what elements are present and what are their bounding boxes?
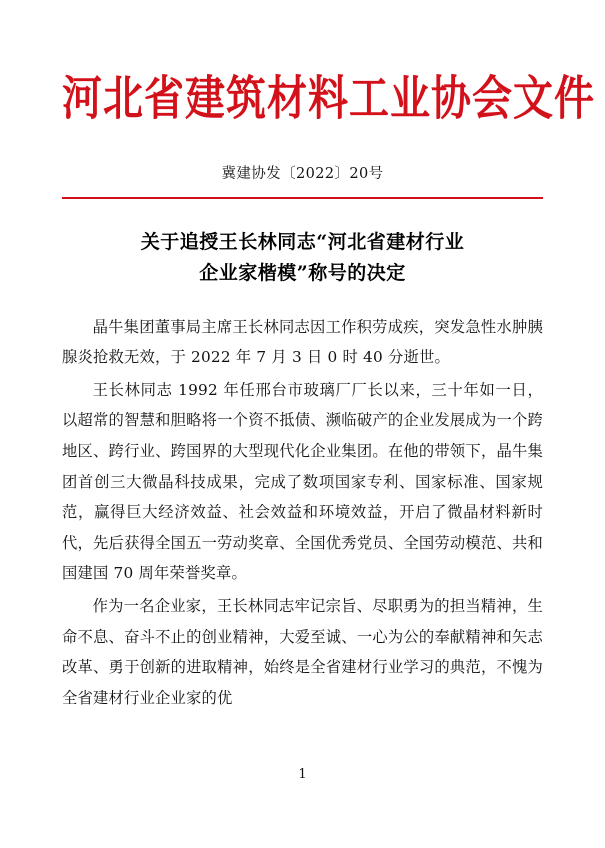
body-paragraph: 作为一名企业家，王长林同志牢记宗旨、尽职勇为的担当精神，生命不息、奋斗不止的创业精神，大爱至诚、一心为公的奉献精神和矢志改革、勇于创新的进取精神，始终是全省建材行业学习的典范，不愧为全省建材行业企业家的优 <box>62 597 543 707</box>
document-content <box>62 0 595 848</box>
body-paragraph: 王长林同志 1992 年任邢台市玻璃厂厂长以来，三十年如一日，以超常的智慧和胆略将一个资不抵债、濒临破产的企业发展成为一个跨地区、跨行业、跨国界的大型现代化企业集团。在他的带领下，晶牛集团首创三大微晶科技成果，完成了数项国家专利、国家标准、国家规范，赢得巨大经济效益、社会效益和环境效益，开启了微晶材料新时代，先后获得全国五一劳动奖章、全国优秀党员、全国劳动模范、共和国建国 70 周年荣誉奖章。 <box>62 380 543 583</box>
document-title-line-1: 关于追授王长林同志“河北省建材行业 <box>140 231 465 253</box>
body-paragraph: 晶牛集团董事局主席王长林同志因工作积劳成疾，突发急性水肿胰腺炎抢救无效，于 2022 年 7 月 3 日 0 时 40 分逝世。 <box>62 317 543 367</box>
document-title-line-2: 企业家楷模”称号的决定 <box>199 262 406 285</box>
document-masthead-title: 河北省建筑材料工业协会文件 <box>62 70 595 127</box>
page-number: 1 <box>298 767 307 782</box>
document-body <box>62 312 543 714</box>
red-divider-rule <box>62 197 543 199</box>
document-title <box>62 227 543 290</box>
document-number: 冀建协发〔2022〕20号 <box>221 166 384 182</box>
